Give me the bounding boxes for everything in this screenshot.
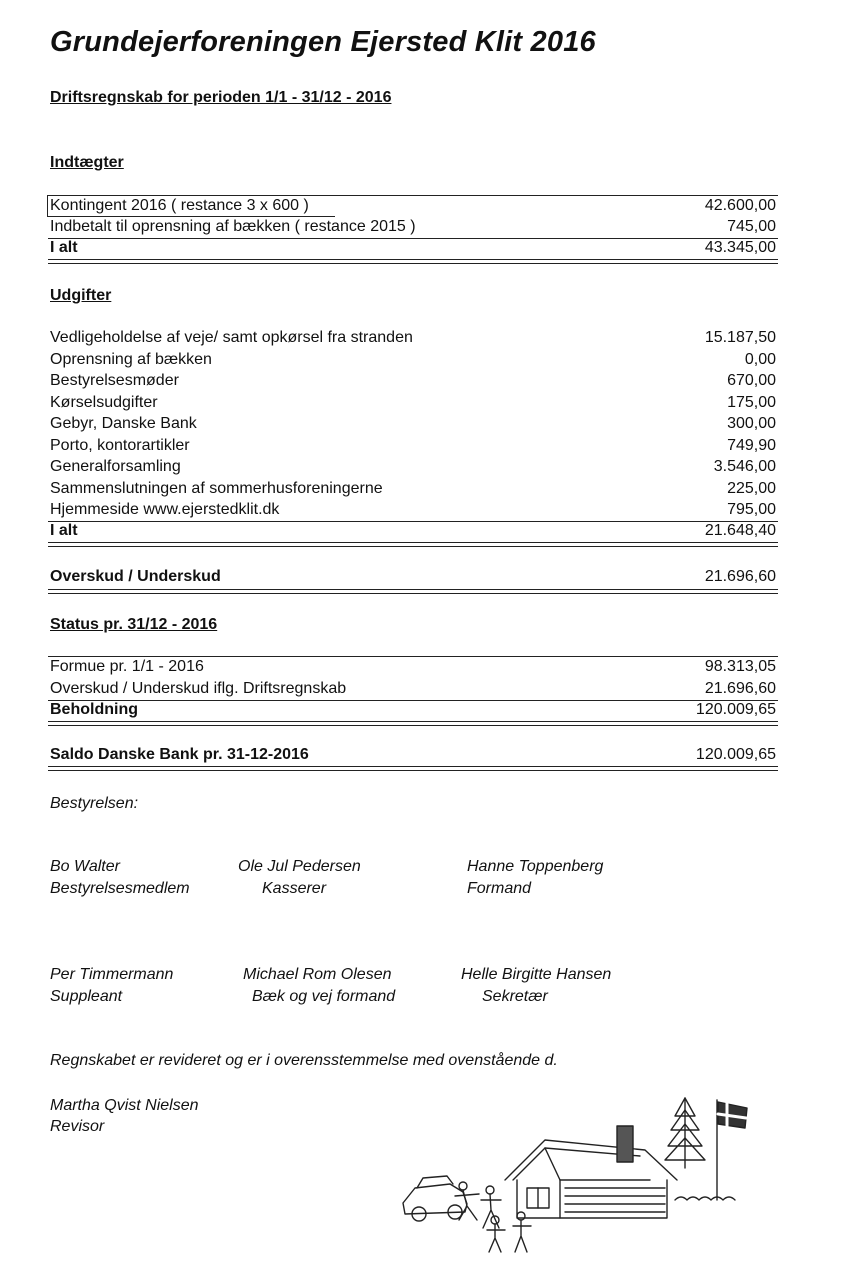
expense-row-label: Hjemmeside www.ejerstedklit.dk [50, 501, 280, 518]
expense-row-label: Kørselsudgifter [50, 393, 158, 411]
board-member-name: Ole Jul Pedersen [238, 858, 361, 875]
expense-row-amount: 175,00 [727, 393, 776, 411]
expense-row [48, 414, 778, 435]
expense-row-amount: 3.546,00 [713, 458, 776, 475]
income-row-label: Indbetalt til oprensning af bækken ( restance 2015 ) [50, 218, 416, 235]
expense-row-amount: 0,00 [744, 350, 776, 368]
car-icon [403, 1176, 467, 1221]
expense-row-amount: 225,00 [727, 479, 776, 497]
income-total-label: I alt [50, 239, 78, 256]
income-row [48, 217, 778, 238]
expense-row-label: Oprensning af bækken [50, 350, 212, 368]
board-heading: Bestyrelsen: [50, 795, 139, 812]
auditor-role: Revisor [50, 1118, 105, 1135]
bank-row [48, 745, 778, 766]
status-row-amount: 98.313,05 [704, 658, 776, 675]
expense-row [48, 479, 778, 500]
expenses-total-label: I alt [50, 522, 78, 539]
status-total-row [48, 700, 778, 721]
status-double-rule [48, 721, 778, 726]
surplus-double-rule [48, 589, 778, 594]
tree-icon [665, 1098, 705, 1168]
board-member-role: Suppleant [50, 988, 123, 1005]
danish-flag-icon [718, 1102, 747, 1128]
income-heading: Indtægter [50, 154, 124, 171]
board-member-role: Kasserer [262, 880, 327, 897]
document-title: Grundejerforeningen Ejersted Klit 2016 [50, 26, 596, 58]
status-row-label: Overskud / Underskud iflg. Driftsregnskab [50, 679, 347, 697]
income-total-row [48, 238, 778, 259]
expenses-heading: Udgifter [50, 287, 112, 304]
status-row-amount: 21.696,60 [704, 679, 776, 697]
status-total-label: Beholdning [50, 701, 138, 718]
board-member-role: Formand [467, 880, 532, 897]
expense-row-amount: 795,00 [727, 501, 776, 518]
audit-statement: Regnskabet er revideret og er i overensstemmelse med ovenstående d. [50, 1052, 558, 1069]
board-member-name: Helle Birgitte Hansen [461, 966, 612, 983]
income-row-label: Kontingent 2016 ( restance 3 x 600 ) [50, 197, 309, 214]
status-total-amount: 120.009,65 [695, 701, 776, 718]
expense-row-amount: 670,00 [727, 372, 776, 389]
expenses-total-amount: 21.648,40 [704, 522, 776, 539]
surplus-amount: 21.696,60 [704, 568, 776, 585]
expense-row-label: Generalforsamling [50, 458, 181, 475]
board-member-name: Per Timmermann [50, 966, 174, 983]
period-subtitle: Driftsregnskab for perioden 1/1 - 31/12 - 2016 [50, 89, 392, 106]
expense-row-amount: 300,00 [727, 415, 776, 432]
bank-double-rule [48, 766, 778, 771]
board-member-role: Sekretær [482, 988, 548, 1005]
income-row-amount: 745,00 [727, 218, 776, 235]
expenses-total-row [48, 521, 778, 542]
income-total-amount: 43.345,00 [704, 239, 776, 256]
surplus-label: Overskud / Underskud [50, 568, 221, 585]
expense-row-label: Gebyr, Danske Bank [50, 415, 197, 432]
income-row [48, 196, 778, 217]
status-row [48, 657, 778, 678]
income-double-rule [48, 259, 778, 264]
surplus-row [48, 567, 778, 588]
expense-row-amount: 749,90 [727, 436, 776, 454]
bank-amount: 120.009,65 [695, 746, 776, 763]
expense-row [48, 436, 778, 457]
expense-row-label: Vedligeholdelse af veje/ samt opkørsel fra stranden [50, 329, 413, 346]
expense-row [48, 393, 778, 414]
expenses-double-rule [48, 542, 778, 547]
people-icon [455, 1182, 531, 1252]
expense-row-label: Sammenslutningen af sommerhusforeningerne [50, 479, 383, 497]
income-row-amount: 42.600,00 [704, 197, 776, 214]
expense-row [48, 500, 778, 521]
status-row [48, 679, 778, 700]
expense-row-label: Bestyrelsesmøder [50, 372, 179, 389]
cabin-icon [505, 1126, 677, 1218]
cabin-illustration [395, 1088, 755, 1258]
board-member-name: Michael Rom Olesen [243, 966, 392, 983]
status-row-label: Formue pr. 1/1 - 2016 [50, 658, 204, 675]
status-heading: Status pr. 31/12 - 2016 [50, 616, 218, 633]
expense-row [48, 328, 778, 349]
expense-row [48, 457, 778, 478]
bank-label: Saldo Danske Bank pr. 31-12-2016 [50, 746, 309, 763]
expense-row-label: Porto, kontorartikler [50, 436, 190, 454]
board-member-name: Bo Walter [50, 858, 120, 875]
board-member-role: Bæk og vej formand [252, 988, 396, 1005]
board-member-role: Bestyrelsesmedlem [50, 880, 190, 897]
expense-row [48, 350, 778, 371]
expense-row-amount: 15.187,50 [704, 329, 776, 346]
auditor-name: Martha Qvist Nielsen [50, 1097, 199, 1114]
expense-row [48, 371, 778, 392]
board-member-name: Hanne Toppenberg [467, 858, 604, 875]
